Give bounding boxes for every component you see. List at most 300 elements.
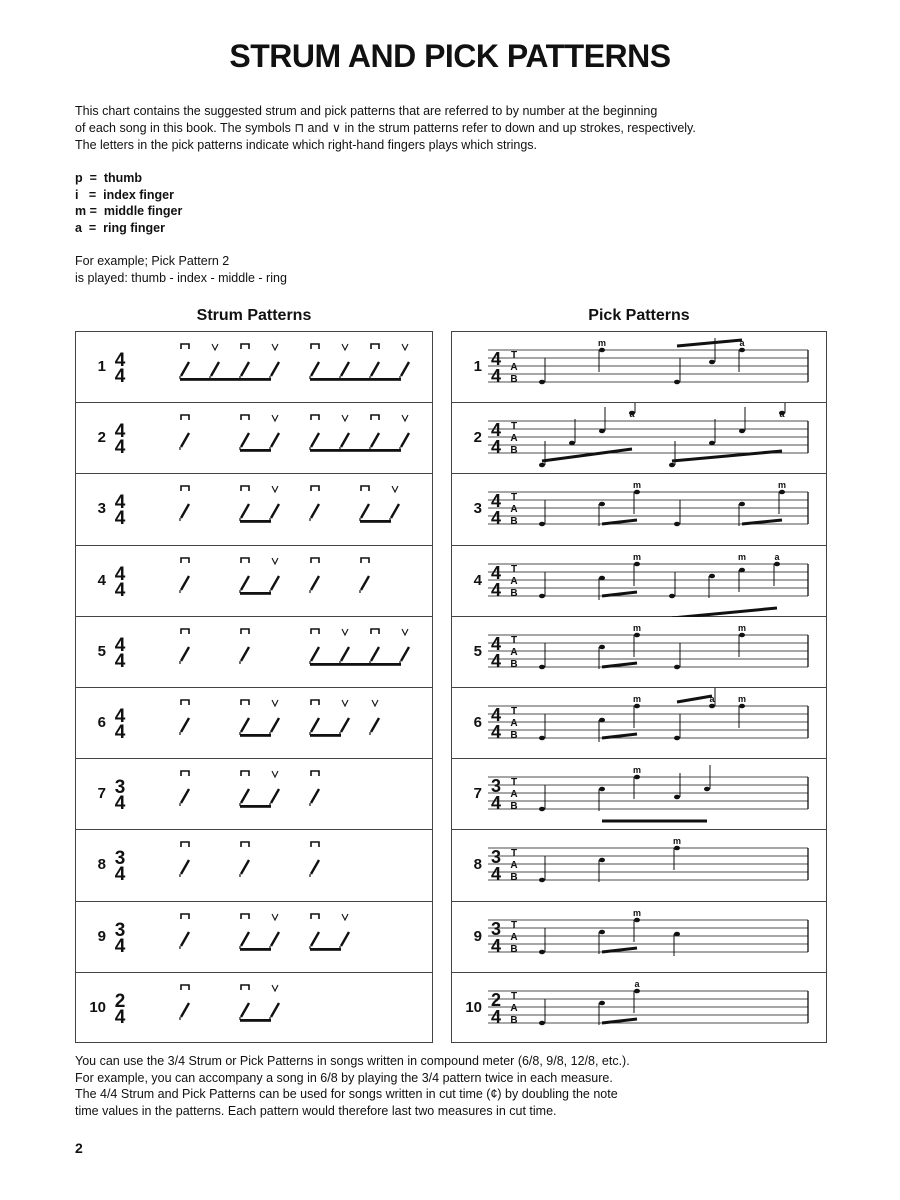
- down-stroke-icon: [311, 700, 319, 705]
- down-stroke-icon: [311, 914, 319, 919]
- up-stroke-icon: [212, 344, 218, 350]
- time-signature-bottom: 4: [114, 579, 126, 601]
- finger-label: a: [779, 409, 785, 420]
- up-stroke-icon: [402, 629, 408, 635]
- strum-slash: [311, 433, 319, 447]
- up-stroke-icon: [272, 985, 278, 991]
- strum-slash: [401, 647, 409, 661]
- tab-letter-t: T: [510, 563, 518, 575]
- strum-slash: [271, 576, 279, 590]
- down-stroke-icon: [311, 558, 319, 563]
- page-number: 2: [75, 1140, 83, 1156]
- note-head: [674, 931, 680, 936]
- down-stroke-icon: [241, 914, 249, 919]
- time-signature-top: 4: [114, 563, 126, 585]
- note-head: [539, 949, 545, 954]
- down-stroke-icon: [181, 771, 189, 776]
- finger-label: m: [632, 622, 642, 633]
- pick-pattern-row: [452, 403, 826, 474]
- intro-line: This chart contains the suggested strum and pick patterns that are referred to by number at the beginning: [75, 104, 658, 118]
- beam: [310, 663, 401, 666]
- strum-slash: [311, 576, 319, 590]
- tab-letter-t: T: [510, 421, 518, 433]
- pattern-number: 3: [473, 500, 482, 518]
- footer-line: The 4/4 Strum and Pick Patterns can be used for songs written in cut time (¢) by doubling the note: [75, 1087, 618, 1101]
- note-head: [634, 775, 640, 780]
- strum-slash: [181, 576, 189, 590]
- pick-pattern-row: [452, 759, 826, 830]
- strum-patterns-grid: [75, 331, 433, 1043]
- strum-slash: [311, 362, 319, 376]
- strum-slash: [241, 576, 249, 590]
- time-signature-top: 4: [490, 705, 502, 725]
- tab-letter-t: T: [510, 990, 518, 1002]
- strum-slash: [241, 647, 249, 661]
- time-signature-bottom: 4: [490, 864, 502, 885]
- beam: [742, 520, 782, 524]
- note-head: [674, 380, 680, 385]
- beam: [180, 378, 271, 381]
- strum-slash: [271, 789, 279, 803]
- note-head: [634, 490, 640, 495]
- finger-label: m: [737, 622, 747, 633]
- tab-letter-b: B: [510, 943, 518, 955]
- time-signature-bottom: 4: [114, 650, 126, 672]
- tab-letter-t: T: [510, 350, 518, 361]
- tab-letter-a: A: [510, 718, 518, 729]
- strum-slash: [361, 504, 369, 518]
- tab-letter-t: T: [510, 634, 518, 646]
- down-stroke-icon: [181, 415, 189, 420]
- note-head: [634, 632, 640, 637]
- tab-letter-t: T: [510, 919, 518, 931]
- time-signature-bottom: 4: [114, 508, 126, 530]
- finger-label: a: [709, 694, 715, 704]
- strum-slash: [371, 647, 379, 661]
- tab-letter-b: B: [510, 374, 518, 385]
- up-stroke-icon: [342, 344, 348, 350]
- pattern-number: 10: [465, 998, 482, 1016]
- note-head: [674, 664, 680, 669]
- down-stroke-icon: [241, 629, 249, 634]
- page-title: STRUM AND PICK PATTERNS: [229, 38, 671, 74]
- note-head: [569, 441, 575, 446]
- tab-notation: [452, 973, 825, 1044]
- down-stroke-icon: [241, 486, 249, 491]
- pattern-number: 3: [97, 500, 106, 518]
- strum-slash: [181, 932, 189, 946]
- tab-notation: [452, 617, 825, 688]
- pattern-number: 4: [97, 571, 106, 589]
- legend-item: i = index finger: [75, 187, 174, 202]
- example-line: For example; Pick Pattern 2: [75, 254, 230, 268]
- pattern-number: 5: [473, 642, 482, 660]
- strum-slash: [181, 647, 189, 661]
- tab-letter-a: A: [510, 860, 518, 872]
- strum-slash: [271, 362, 279, 376]
- tab-letter-a: A: [510, 362, 518, 373]
- note-head: [539, 522, 545, 527]
- down-stroke-icon: [241, 700, 249, 705]
- pick-pattern-row: [452, 902, 826, 973]
- strum-slash: [241, 789, 249, 803]
- down-stroke-icon: [181, 985, 189, 990]
- beam: [240, 805, 271, 808]
- tab-letter-b: B: [510, 730, 518, 741]
- down-stroke-icon: [181, 558, 189, 563]
- note-head: [739, 429, 745, 434]
- beam: [310, 948, 341, 951]
- down-stroke-icon: [371, 415, 379, 420]
- strum-slash: [311, 504, 319, 518]
- intro-line: of each song in this book. The symbols ⊓ and ∨ in the strum patterns refer to down and up strokes, respectively.: [75, 121, 696, 135]
- footer-line: time values in the patterns. Each pattern would therefore last two measures in cut time.: [75, 1103, 557, 1118]
- up-stroke-icon: [342, 629, 348, 635]
- finger-label: m: [737, 694, 747, 704]
- finger-legend: [75, 170, 182, 236]
- strum-slash: [181, 860, 189, 874]
- down-stroke-icon: [371, 344, 379, 349]
- time-signature-top: 3: [114, 848, 126, 870]
- strum-pattern-row: [76, 759, 432, 830]
- tab-letter-b: B: [510, 516, 518, 528]
- strum-slash: [181, 504, 189, 518]
- up-stroke-icon: [272, 344, 278, 350]
- pick-pattern-row: [452, 546, 826, 617]
- beam: [240, 592, 271, 595]
- finger-label: m: [632, 551, 642, 562]
- strum-slash: [241, 860, 249, 874]
- note-head: [599, 348, 605, 353]
- down-stroke-icon: [181, 700, 189, 705]
- pattern-number: 10: [89, 998, 106, 1016]
- down-stroke-icon: [311, 344, 319, 349]
- down-stroke-icon: [241, 344, 249, 349]
- strum-pattern-row: [76, 403, 432, 474]
- time-signature-top: 4: [490, 562, 502, 583]
- tab-notation: [452, 332, 825, 403]
- strum-slash: [311, 932, 319, 946]
- pick-pattern-row: [452, 973, 826, 1044]
- strum-notation: [76, 546, 431, 617]
- time-signature-bottom: 4: [490, 935, 502, 956]
- up-stroke-icon: [392, 486, 398, 492]
- time-signature-top: 4: [114, 421, 126, 443]
- tab-letter-a: A: [510, 646, 518, 658]
- tab-letter-a: A: [510, 789, 518, 801]
- finger-label: m: [597, 338, 607, 348]
- strum-slash: [371, 362, 379, 376]
- tab-notation: [452, 474, 825, 545]
- finger-label: m: [632, 694, 642, 704]
- pattern-number: 7: [473, 785, 482, 803]
- tab-notation: [452, 759, 825, 830]
- strum-slash: [391, 504, 399, 518]
- example-text: [75, 253, 287, 286]
- tab-notation: [452, 830, 825, 901]
- finger-label: a: [739, 338, 745, 348]
- finger-label: m: [672, 836, 682, 847]
- time-signature-top: 4: [114, 350, 126, 371]
- up-stroke-icon: [372, 700, 378, 706]
- beam: [360, 520, 391, 523]
- time-signature-bottom: 4: [490, 793, 502, 814]
- time-signature-bottom: 4: [490, 437, 502, 458]
- beam: [542, 449, 632, 461]
- note-head: [634, 561, 640, 566]
- tab-letter-b: B: [510, 801, 518, 813]
- strum-pattern-row: [76, 902, 432, 973]
- strum-slash: [341, 647, 349, 661]
- beam: [602, 1019, 637, 1023]
- down-stroke-icon: [241, 558, 249, 563]
- time-signature-top: 3: [490, 847, 502, 868]
- strum-pattern-row: [76, 474, 432, 545]
- time-signature-bottom: 4: [490, 366, 502, 386]
- strum-pattern-row: [76, 688, 432, 759]
- note-head: [704, 787, 710, 792]
- note-head: [599, 858, 605, 863]
- strum-slash: [311, 718, 319, 732]
- time-signature-top: 3: [490, 776, 502, 797]
- strum-slash: [241, 1003, 249, 1017]
- note-head: [634, 704, 640, 709]
- strum-slash: [241, 362, 249, 376]
- note-head: [739, 704, 745, 709]
- note-head: [709, 573, 715, 578]
- pattern-number: 7: [97, 785, 106, 803]
- strum-slash: [361, 576, 369, 590]
- time-signature-bottom: 4: [490, 579, 502, 600]
- beam: [240, 948, 271, 951]
- strum-slash: [181, 1003, 189, 1017]
- beam: [677, 340, 742, 346]
- beam: [240, 449, 271, 452]
- pick-pattern-row: [452, 688, 826, 759]
- tab-notation: [452, 546, 825, 617]
- pick-patterns-grid: [451, 331, 827, 1043]
- strum-slash: [401, 433, 409, 447]
- strum-pattern-row: [76, 973, 432, 1044]
- strum-slash: [371, 718, 379, 732]
- tab-letter-b: B: [510, 587, 518, 599]
- time-signature-top: 4: [490, 633, 502, 654]
- note-head: [779, 490, 785, 495]
- strum-slash: [311, 860, 319, 874]
- time-signature-bottom: 4: [490, 508, 502, 529]
- note-head: [669, 463, 675, 468]
- down-stroke-icon: [371, 629, 379, 634]
- time-signature-top: 2: [490, 989, 502, 1010]
- finger-label: m: [632, 907, 642, 918]
- down-stroke-icon: [311, 842, 319, 847]
- pick-patterns-title: Pick Patterns: [588, 307, 690, 324]
- beam: [602, 520, 637, 524]
- strum-slash: [271, 718, 279, 732]
- up-stroke-icon: [272, 771, 278, 777]
- beam: [240, 520, 271, 523]
- note-head: [599, 1000, 605, 1005]
- tab-letter-b: B: [510, 1014, 518, 1026]
- note-head: [539, 807, 545, 812]
- note-head: [599, 575, 605, 580]
- example-line: is played: thumb - index - middle - ring: [75, 270, 287, 285]
- strum-slash: [341, 932, 349, 946]
- tab-letter-b: B: [510, 658, 518, 670]
- strum-notation: [76, 474, 431, 545]
- strum-slash: [311, 789, 319, 803]
- tab-notation: [452, 688, 825, 759]
- note-head: [539, 664, 545, 669]
- strum-notation: [76, 332, 431, 403]
- footer-line: You can use the 3/4 Strum or Pick Patterns in songs written in compound meter (6/8, 9/8, 12/8, etc.).: [75, 1054, 630, 1068]
- pattern-number: 1: [97, 358, 106, 375]
- beam: [310, 449, 401, 452]
- tab-notation: [452, 403, 825, 474]
- note-head: [599, 429, 605, 434]
- down-stroke-icon: [181, 344, 189, 349]
- time-signature-top: 4: [114, 634, 126, 656]
- pattern-number: 4: [473, 571, 482, 589]
- strum-notation: [76, 902, 431, 973]
- down-stroke-icon: [241, 415, 249, 420]
- tab-letter-a: A: [510, 1002, 518, 1014]
- time-signature-bottom: 4: [490, 722, 502, 742]
- note-head: [674, 795, 680, 800]
- strum-notation: [76, 688, 431, 759]
- beam: [310, 734, 341, 737]
- tab-letter-a: A: [510, 575, 518, 587]
- up-stroke-icon: [342, 914, 348, 920]
- tab-letter-b: B: [510, 872, 518, 884]
- strum-slash: [311, 647, 319, 661]
- down-stroke-icon: [311, 415, 319, 420]
- tab-letter-a: A: [510, 433, 518, 445]
- up-stroke-icon: [272, 914, 278, 920]
- pick-pattern-row: [452, 332, 826, 403]
- time-signature-bottom: 4: [114, 722, 126, 743]
- note-head: [674, 736, 680, 741]
- tab-letter-a: A: [510, 931, 518, 943]
- note-head: [599, 929, 605, 934]
- down-stroke-icon: [311, 486, 319, 491]
- time-signature-bottom: 4: [114, 935, 126, 957]
- down-stroke-icon: [311, 629, 319, 634]
- time-signature-top: 4: [490, 420, 502, 441]
- finger-label: m: [737, 551, 747, 562]
- note-head: [599, 502, 605, 507]
- pick-pattern-row: [452, 474, 826, 545]
- note-head: [739, 632, 745, 637]
- time-signature-bottom: 4: [490, 650, 502, 671]
- pattern-number: 6: [97, 714, 106, 731]
- note-head: [739, 502, 745, 507]
- down-stroke-icon: [241, 985, 249, 990]
- up-stroke-icon: [342, 415, 348, 421]
- up-stroke-icon: [402, 415, 408, 421]
- note-head: [709, 441, 715, 446]
- time-signature-bottom: 4: [490, 1006, 502, 1027]
- note-head: [709, 360, 715, 365]
- tab-letter-t: T: [510, 492, 518, 504]
- note-head: [709, 704, 715, 709]
- strum-slash: [341, 718, 349, 732]
- time-signature-top: 3: [490, 918, 502, 939]
- beam: [672, 451, 782, 461]
- strum-slash: [181, 718, 189, 732]
- strum-pattern-row: [76, 617, 432, 688]
- strum-slash: [241, 504, 249, 518]
- footer-line: For example, you can accompany a song in 6/8 by playing the 3/4 pattern twice in each measure.: [75, 1070, 613, 1085]
- beam: [240, 1019, 271, 1022]
- up-stroke-icon: [342, 700, 348, 706]
- strum-slash: [241, 932, 249, 946]
- pattern-number: 5: [97, 642, 106, 660]
- pattern-number: 1: [473, 358, 482, 375]
- tab-letter-t: T: [510, 777, 518, 789]
- down-stroke-icon: [181, 842, 189, 847]
- tab-letter-b: B: [510, 445, 518, 457]
- strum-notation: [76, 830, 431, 901]
- strum-slash: [341, 362, 349, 376]
- up-stroke-icon: [272, 558, 278, 564]
- legend-item: m = middle finger: [75, 204, 183, 218]
- beam: [672, 608, 777, 617]
- strum-notation: [76, 759, 431, 830]
- note-head: [599, 644, 605, 649]
- beam: [240, 734, 271, 737]
- pattern-number: 2: [97, 429, 106, 447]
- time-signature-top: 4: [490, 349, 502, 369]
- strum-slash: [181, 362, 189, 376]
- time-signature-bottom: 4: [114, 864, 126, 886]
- down-stroke-icon: [241, 842, 249, 847]
- strum-notation: [76, 973, 431, 1044]
- note-head: [539, 380, 545, 385]
- strum-slash: [341, 433, 349, 447]
- strum-notation: [76, 403, 431, 474]
- note-head: [539, 593, 545, 598]
- up-stroke-icon: [272, 700, 278, 706]
- tab-letter-t: T: [510, 706, 518, 717]
- down-stroke-icon: [361, 558, 369, 563]
- down-stroke-icon: [361, 486, 369, 491]
- note-head: [539, 463, 545, 468]
- strum-slash: [211, 362, 219, 376]
- note-head: [674, 846, 680, 851]
- down-stroke-icon: [181, 486, 189, 491]
- strum-pattern-row: [76, 546, 432, 617]
- intro-line: The letters in the pick patterns indicate which right-hand fingers plays which strings.: [75, 138, 538, 152]
- strum-patterns-title: Strum Patterns: [196, 307, 312, 324]
- note-head: [739, 348, 745, 353]
- strum-slash: [181, 433, 189, 447]
- up-stroke-icon: [272, 415, 278, 421]
- strum-slash: [241, 433, 249, 447]
- note-head: [674, 522, 680, 527]
- beam: [677, 696, 712, 702]
- note-head: [539, 736, 545, 741]
- time-signature-bottom: 4: [114, 366, 126, 387]
- down-stroke-icon: [311, 771, 319, 776]
- finger-label: m: [632, 765, 642, 776]
- note-head: [539, 1020, 545, 1025]
- strum-slash: [181, 789, 189, 803]
- finger-label: a: [774, 551, 780, 562]
- up-stroke-icon: [272, 486, 278, 492]
- time-signature-bottom: 4: [114, 437, 126, 459]
- legend-item: a = ring finger: [75, 220, 165, 235]
